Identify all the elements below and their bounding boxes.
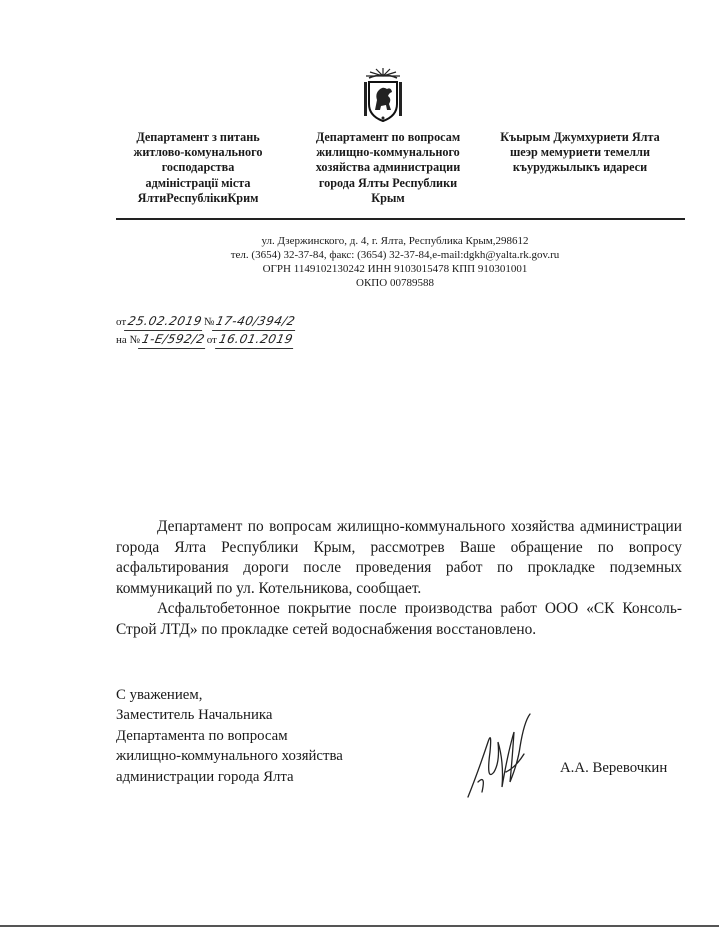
header-right-line: Къырым Джумхуриети Ялта <box>500 130 660 144</box>
address-street: ул. Дзержинского, д. 4, г. Ялта, Республика Крым,298612 <box>261 235 529 247</box>
header-divider <box>116 218 685 220</box>
header-left-line: житлово-комунального <box>133 145 263 160</box>
signer-position: жилищно-коммунального хозяйства <box>116 748 343 765</box>
header-left-line: ЯлтиРеспублікиКрим <box>137 190 259 205</box>
closing-greeting: С уважением, <box>116 687 203 703</box>
number-label: № <box>203 316 215 328</box>
outgoing-date: 25.02.2019 <box>124 312 206 331</box>
header-right-line: къуруджылыкъ идареси <box>512 160 648 175</box>
letter-body <box>116 517 682 640</box>
header-right-line: шеэр мемуриети темелли <box>510 145 650 160</box>
header-middle-line: жилищно-коммунального <box>316 145 460 160</box>
coat-of-arms-icon <box>361 66 405 124</box>
outgoing-number: 17-40/394/2 <box>212 312 299 331</box>
signer-position: Заместитель Начальника <box>116 707 273 724</box>
signer-name: А.А. Веревочкин <box>560 760 668 776</box>
header-middle-line: Департамент по вопросам <box>315 130 461 144</box>
header-left-line: господарства <box>161 160 235 175</box>
header-middle-line: хозяйства администрации <box>315 160 461 175</box>
page-edge <box>0 925 719 927</box>
from-label: от <box>116 316 127 328</box>
header-left-line: Департамент з питань <box>136 130 260 144</box>
address-registry: ОГРН 1149102130242 ИНН 9103015478 КПП 910301001 <box>262 263 528 275</box>
address-block <box>200 234 590 290</box>
reply-from-label: от <box>206 334 217 346</box>
body-paragraph: Департамент по вопросам жилищно-коммунального хозяйства администрации города Ялта Республики Крым, рассмотрев Ваше обращение по вопросу асфальтирования дороги после проведения работ по прокладке подземных коммуникаций по ул. Котельникова, сообщает. <box>116 518 682 597</box>
header-left-line: адміністрації міста <box>145 175 251 190</box>
header-crimean-tatar <box>485 130 675 176</box>
outgoing-reference <box>116 312 297 330</box>
incoming-number: 1-Е/592/2 <box>138 330 209 349</box>
address-contacts: тел. (3654) 32-37-84, факс: (3654) 32-37-84,e-mail:dgkh@yalta.rk.gov.ru <box>230 249 560 261</box>
address-okpo: ОКПО 00789588 <box>356 277 434 289</box>
reference-block <box>116 312 297 348</box>
incoming-reference <box>116 330 297 348</box>
signature-icon <box>458 712 548 804</box>
closing-block <box>116 685 343 787</box>
signer-position: Департамента по вопросам <box>116 727 288 744</box>
header-russian <box>302 130 474 206</box>
reply-label: на № <box>116 334 141 346</box>
header-middle-line: Крым <box>371 190 405 205</box>
signer-position: администрации города Ялта <box>116 768 294 785</box>
header-ukrainian <box>118 130 278 206</box>
header-middle-line: города Ялты Республики <box>318 175 458 190</box>
body-paragraph: Асфальтобетонное покрытие после производства работ ООО «СК Консоль-Строй ЛТД» по прокладке сетей водоснабжения восстановлено. <box>116 600 682 638</box>
incoming-date: 16.01.2019 <box>215 330 297 349</box>
